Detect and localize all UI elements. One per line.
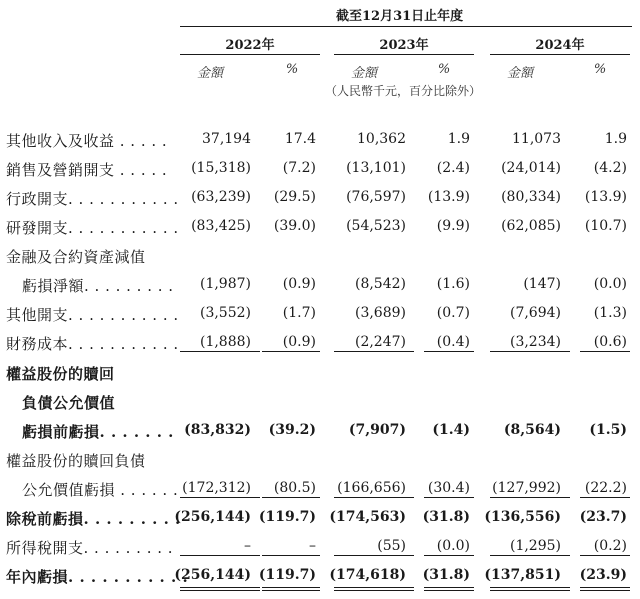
unit-note: （人民幣千元，百分比除外）: [324, 84, 481, 98]
percent-cell: (1.7): [282, 305, 316, 321]
percent-cell: (39.0): [273, 218, 316, 234]
amount-header-2024: 金額: [506, 66, 533, 81]
amount-cell: (8,542): [354, 276, 406, 292]
total-double-rule: [180, 587, 260, 591]
amount-cell: (127,992): [492, 480, 561, 496]
amount-cell: (166,656): [337, 480, 406, 496]
amount-cell: 10,362: [357, 131, 406, 147]
row-label: 研發開支. . . . . . . . . . .: [6, 219, 179, 237]
year-rule-2024: [490, 54, 630, 55]
percent-cell: (0.0): [593, 276, 627, 292]
row-label: 其他開支. . . . . . . . . . .: [6, 306, 179, 324]
amount-cell: 11,073: [512, 131, 561, 147]
subtotal-rule: [424, 351, 474, 352]
subtotal-rule: [424, 555, 474, 556]
total-double-rule: [262, 587, 320, 591]
percent-cell: (119.7): [258, 509, 316, 525]
amount-cell: (174,563): [329, 509, 406, 525]
percent-cell: (1.5): [589, 422, 627, 438]
percent-cell: (0.0): [436, 538, 470, 554]
subtotal-rule: [580, 555, 630, 556]
amount-cell: (55): [377, 538, 406, 554]
percent-cell: (0.6): [593, 334, 627, 350]
row-label: 除稅前虧損. . . . . . . . .: [6, 510, 181, 528]
amount-cell: (3,689): [354, 305, 406, 321]
total-double-rule: [424, 587, 474, 591]
percent-cell: (0.9): [282, 276, 316, 292]
percent-cell: (29.5): [273, 189, 316, 205]
percent-cell: (2.4): [436, 160, 470, 176]
amount-cell: (54,523): [346, 218, 406, 234]
amount-cell: (256,144): [174, 509, 251, 525]
amount-cell: (15,318): [191, 160, 251, 176]
subtotal-rule: [580, 497, 630, 498]
percent-cell: 1.9: [447, 131, 470, 147]
percent-cell: (31.8): [422, 567, 470, 583]
percent-cell: 1.9: [604, 131, 627, 147]
subtotal-rule: [334, 555, 414, 556]
amount-cell: –: [244, 538, 251, 554]
percent-cell: 17.4: [284, 131, 316, 147]
percent-cell: (39.2): [268, 422, 316, 438]
row-label: 年內虧損. . . . . . . . . . .: [6, 568, 189, 586]
period-header: 截至12月31日止年度: [336, 9, 464, 24]
percent-cell: (0.2): [593, 538, 627, 554]
amount-cell: (172,312): [182, 480, 251, 496]
row-label: 金融及合約資產減值: [6, 248, 146, 266]
amount-cell: (80,334): [501, 189, 561, 205]
year-header-2023: 2023年: [379, 38, 429, 53]
subtotal-rule: [180, 351, 260, 352]
row-label: 銷售及營銷開支 . . . . .: [6, 161, 168, 179]
percent-cell: –: [309, 538, 316, 554]
pct-header-2024: %: [593, 62, 607, 77]
year-header-2022: 2022年: [225, 38, 275, 53]
amount-header-2023: 金額: [350, 66, 377, 81]
percent-cell: (1.4): [432, 422, 470, 438]
amount-cell: (1,888): [199, 334, 251, 350]
amount-cell: (83,425): [191, 218, 251, 234]
amount-cell: 37,194: [202, 131, 251, 147]
year-header-2024: 2024年: [535, 38, 585, 53]
amount-cell: (13,101): [346, 160, 406, 176]
percent-cell: (4.2): [593, 160, 627, 176]
percent-cell: (0.4): [436, 334, 470, 350]
pct-header-2022: %: [285, 62, 299, 77]
row-label: 負債公允價值: [22, 394, 116, 412]
percent-cell: (0.9): [282, 334, 316, 350]
row-label: 財務成本. . . . . . . . . . .: [6, 335, 179, 353]
amount-cell: (62,085): [501, 218, 561, 234]
amount-cell: (3,552): [199, 305, 251, 321]
percent-cell: (13.9): [584, 189, 627, 205]
percent-cell: (22.2): [584, 480, 627, 496]
row-label: 行政開支. . . . . . . . . . .: [6, 190, 179, 208]
subtotal-rule: [580, 351, 630, 352]
amount-cell: (174,618): [329, 567, 406, 583]
row-label: 所得稅開支. . . . . . . . .: [6, 539, 174, 557]
total-double-rule: [490, 587, 570, 591]
row-label: 虧損前虧損. . . . . . .: [22, 423, 174, 441]
subtotal-rule: [262, 555, 320, 556]
percent-cell: (23.9): [579, 567, 627, 583]
percent-cell: (23.7): [579, 509, 627, 525]
percent-cell: (31.8): [422, 509, 470, 525]
row-label: 其他收入及收益 . . . . .: [6, 132, 168, 150]
pct-header-2023: %: [437, 62, 451, 77]
amount-cell: (83,832): [184, 422, 251, 438]
amount-cell: (3,234): [509, 334, 561, 350]
amount-header-2022: 金額: [196, 66, 223, 81]
amount-cell: (1,987): [199, 276, 251, 292]
percent-cell: (10.7): [584, 218, 627, 234]
subtotal-rule: [334, 497, 414, 498]
amount-cell: (24,014): [501, 160, 561, 176]
percent-cell: (0.7): [436, 305, 470, 321]
percent-cell: (80.5): [273, 480, 316, 496]
subtotal-rule: [262, 351, 320, 352]
amount-cell: (136,556): [484, 509, 561, 525]
amount-cell: (137,851): [484, 567, 561, 583]
percent-cell: (7.2): [282, 160, 316, 176]
row-label: 虧損淨額. . . . . . . . .: [22, 277, 174, 295]
year-rule-2022: [180, 54, 320, 55]
amount-cell: (76,597): [346, 189, 406, 205]
period-rule: [180, 26, 632, 27]
row-label: 公允價值虧損 . . . . . .: [22, 481, 179, 499]
year-rule-2023: [334, 54, 474, 55]
amount-cell: (1,295): [509, 538, 561, 554]
amount-cell: (256,144): [174, 567, 251, 583]
subtotal-rule: [424, 497, 474, 498]
percent-cell: (1.3): [593, 305, 627, 321]
amount-cell: (147): [523, 276, 561, 292]
amount-cell: (63,239): [191, 189, 251, 205]
row-label: 權益股份的贖回: [6, 365, 115, 383]
subtotal-rule: [490, 555, 570, 556]
subtotal-rule: [262, 497, 320, 498]
total-double-rule: [580, 587, 630, 591]
amount-cell: (7,907): [348, 422, 406, 438]
total-double-rule: [334, 587, 414, 591]
percent-cell: (9.9): [436, 218, 470, 234]
percent-cell: (119.7): [258, 567, 316, 583]
amount-cell: (8,564): [503, 422, 561, 438]
subtotal-rule: [490, 351, 570, 352]
percent-cell: (13.9): [427, 189, 470, 205]
percent-cell: (30.4): [427, 480, 470, 496]
amount-cell: (7,694): [509, 305, 561, 321]
subtotal-rule: [180, 555, 260, 556]
subtotal-rule: [334, 351, 414, 352]
amount-cell: (2,247): [354, 334, 406, 350]
subtotal-rule: [490, 497, 570, 498]
subtotal-rule: [180, 497, 260, 498]
row-label: 權益股份的贖回負債: [6, 452, 146, 470]
percent-cell: (1.6): [436, 276, 470, 292]
